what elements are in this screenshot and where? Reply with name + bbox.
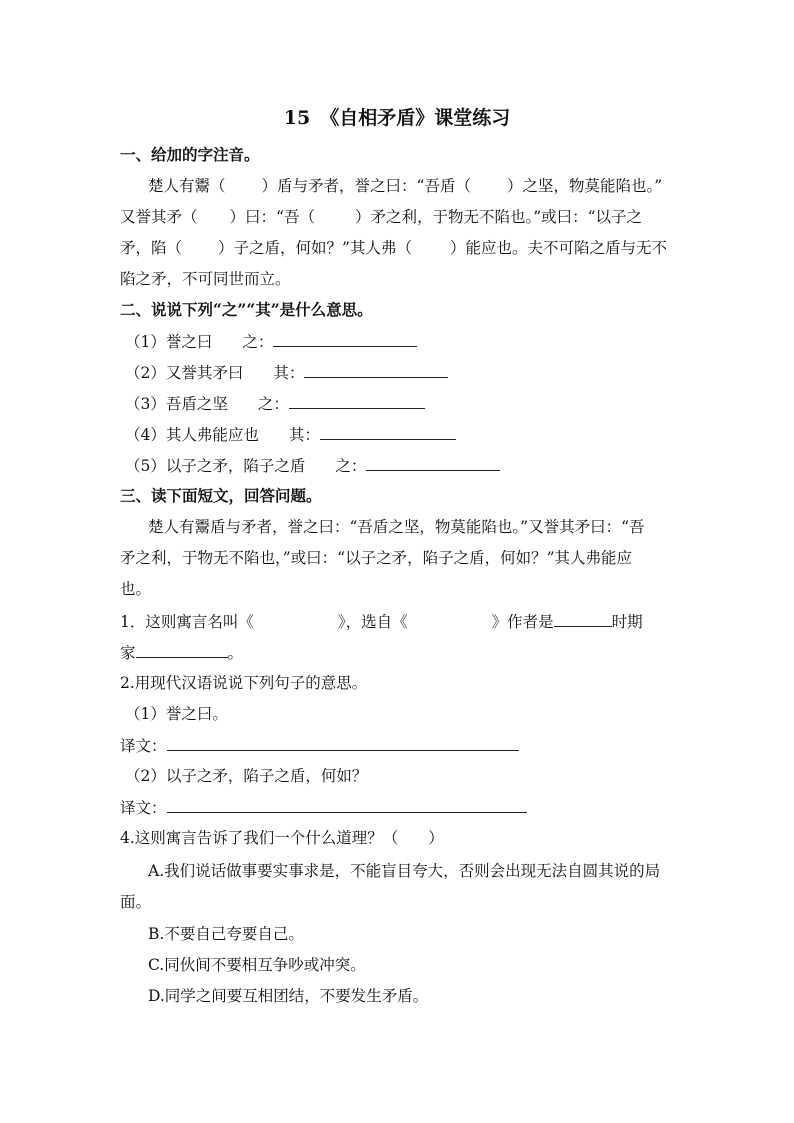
- section1-line-3: 矛，陷（ ）子之盾，何如？”其人弗（ ）能应也。夫不可陷之盾与无不: [120, 239, 667, 257]
- section1-line-4: 陷之矛，不可同世而立。: [120, 270, 291, 288]
- translation-1: 译文：: [120, 735, 519, 756]
- section2-item-5: （5）以子之矛，陷子之盾 之：: [125, 455, 500, 476]
- section1-line-1: 楚人有鬻（ ）盾与矛者，誉之曰：“吾盾（ ）之坚，物莫能陷也。”: [148, 177, 663, 195]
- section3-heading: 三、读下面短文，回答问题。: [120, 486, 322, 505]
- translation-blank[interactable]: [167, 735, 519, 751]
- passage-line-1: 楚人有鬻盾与矛者，誉之曰：“吾盾之坚，物莫能陷也。”又誉其矛曰：“吾: [148, 518, 645, 536]
- section2-heading: 二、说说下列“之”“其”是什么意思。: [120, 300, 373, 319]
- answer-blank[interactable]: [304, 362, 448, 378]
- option-b: B.不要自己夸要自己。: [148, 925, 304, 943]
- section2-item-2: （2）又誉其矛曰 其：: [125, 362, 448, 383]
- title-text: 《自相矛盾》课堂练习: [320, 107, 511, 129]
- question-2: 2.用现代汉语说说下列句子的意思。: [120, 674, 368, 692]
- option-d: D.同学之间要互相团结，不要发生矛盾。: [148, 987, 429, 1005]
- translation-2: 译文：: [120, 797, 527, 818]
- passage-line-3: 也。: [120, 580, 152, 598]
- section1-line-2: 又誉其矛（ ）曰：“吾（ ）矛之利，于物无不陷也。”或曰：“以子之: [120, 208, 643, 226]
- passage-line-2: 矛之利，于物无不陷也，”或曰：“以子之矛，陷子之盾，何如？”其人弗能应: [120, 549, 633, 567]
- option-c: C.同伙间不要相互争吵或冲突。: [148, 956, 366, 974]
- title-number: 15: [283, 107, 311, 129]
- answer-blank[interactable]: [136, 642, 228, 658]
- answer-blank[interactable]: [554, 611, 612, 627]
- answer-blank[interactable]: [289, 393, 425, 409]
- question-2-sub-1: （1）誉之曰。: [125, 705, 228, 723]
- option-a-cont: 面。: [120, 893, 152, 911]
- answer-blank[interactable]: [320, 424, 456, 440]
- section2-item-3: （3）吾盾之坚 之：: [125, 393, 425, 414]
- translation-blank[interactable]: [167, 797, 527, 813]
- answer-blank[interactable]: [366, 455, 500, 471]
- page-title: [0, 106, 794, 130]
- question-1-cont: 家 。: [120, 644, 244, 662]
- section2-item-1: （1）誉之曰 之：: [125, 331, 417, 352]
- option-a: A.我们说话做事要实事求是，不能盲目夸大，否则会出现无法自圆其说的局: [148, 862, 661, 880]
- answer-blank[interactable]: [273, 331, 417, 347]
- section2-item-4: （4）其人弗能应也 其：: [125, 424, 456, 445]
- section1-heading: 一、给加的字注音。: [120, 145, 260, 164]
- question-1: 1．这则寓言名叫《 》，选自《 》作者是 时期: [120, 613, 643, 631]
- question-2-sub-2: （2）以子之矛，陷子之盾，何如？: [125, 767, 368, 785]
- question-4: 4.这则寓言告诉了我们一个什么道理？（ ）: [120, 829, 444, 847]
